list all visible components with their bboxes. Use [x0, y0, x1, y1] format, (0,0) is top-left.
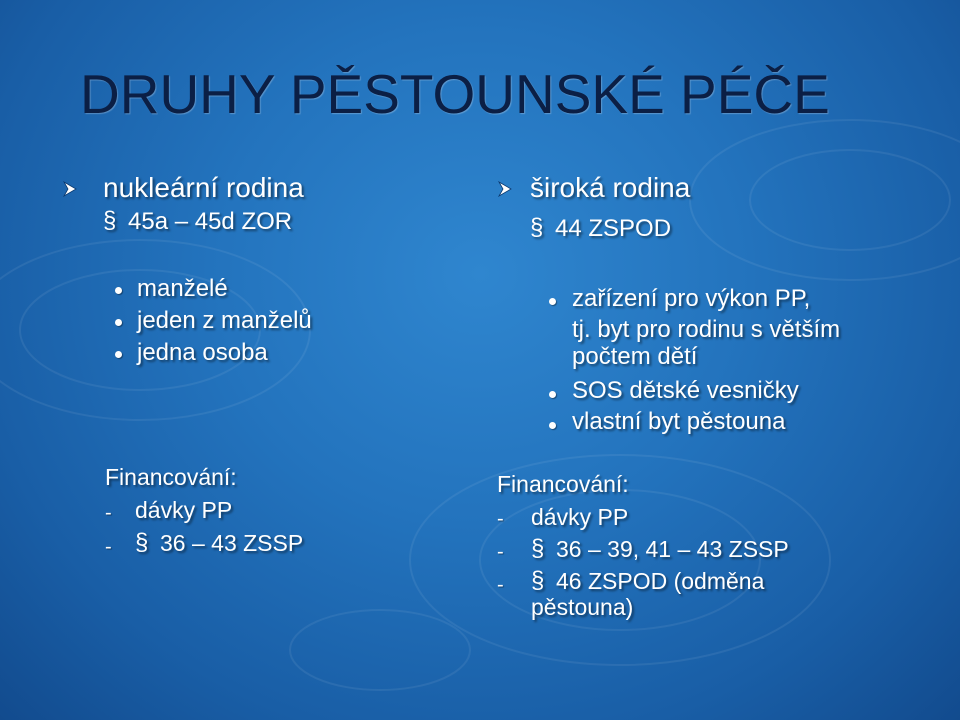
left-item-1: jeden z manželů: [137, 307, 312, 334]
dot-bullet-icon: [549, 298, 556, 305]
left-heading: nukleární rodina: [103, 172, 304, 203]
dash-bullet: -: [497, 574, 504, 596]
arrow-bullet-icon: [62, 181, 78, 197]
left-item-0: manželé: [137, 275, 228, 302]
slide-title: DRUHY PĚSTOUNSKÉ PÉČE: [80, 63, 830, 125]
section-sign-icon: §: [531, 535, 545, 562]
right-item-0: zařízení pro výkon PP,: [572, 285, 811, 312]
left-item-2: jedna osoba: [137, 339, 268, 366]
dash-bullet: -: [105, 502, 112, 524]
right-law-reference: 44 ZSPOD: [555, 215, 672, 242]
dash-bullet: -: [497, 508, 504, 530]
dot-bullet-icon: [115, 351, 122, 358]
right-financing-item-2: 46 ZSPOD (odměna: [556, 568, 765, 594]
dash-bullet: -: [497, 541, 504, 563]
left-financing-item-1: 36 – 43 ZSSP: [160, 530, 304, 556]
left-financing-item-0: dávky PP: [135, 497, 233, 523]
right-heading: široká rodina: [530, 172, 691, 203]
left-law-reference: 45a – 45d ZOR: [128, 208, 293, 235]
dot-bullet-icon: [549, 391, 556, 398]
right-financing-item-1: 36 – 39, 41 – 43 ZSSP: [556, 536, 789, 562]
section-sign-icon: §: [531, 567, 545, 594]
section-sign-icon: §: [135, 529, 149, 556]
dot-bullet-icon: [115, 319, 122, 326]
dot-bullet-icon: [115, 287, 122, 294]
right-item-3: SOS dětské vesničky: [572, 377, 799, 404]
right-item-2: počtem dětí: [572, 343, 698, 370]
right-financing-item-0: dávky PP: [531, 504, 629, 530]
right-item-1: tj. byt pro rodinu s větším: [572, 316, 841, 343]
right-financing-item-3: pěstouna): [531, 594, 634, 620]
arrow-bullet-icon: [497, 181, 513, 197]
dot-bullet-icon: [549, 422, 556, 429]
dash-bullet: -: [105, 536, 112, 558]
right-item-4: vlastní byt pěstouna: [572, 408, 786, 435]
right-financing-label: Financování:: [497, 471, 629, 497]
left-financing-label: Financování:: [105, 464, 237, 490]
section-sign-icon: §: [530, 214, 544, 241]
section-sign-icon: §: [103, 207, 117, 234]
